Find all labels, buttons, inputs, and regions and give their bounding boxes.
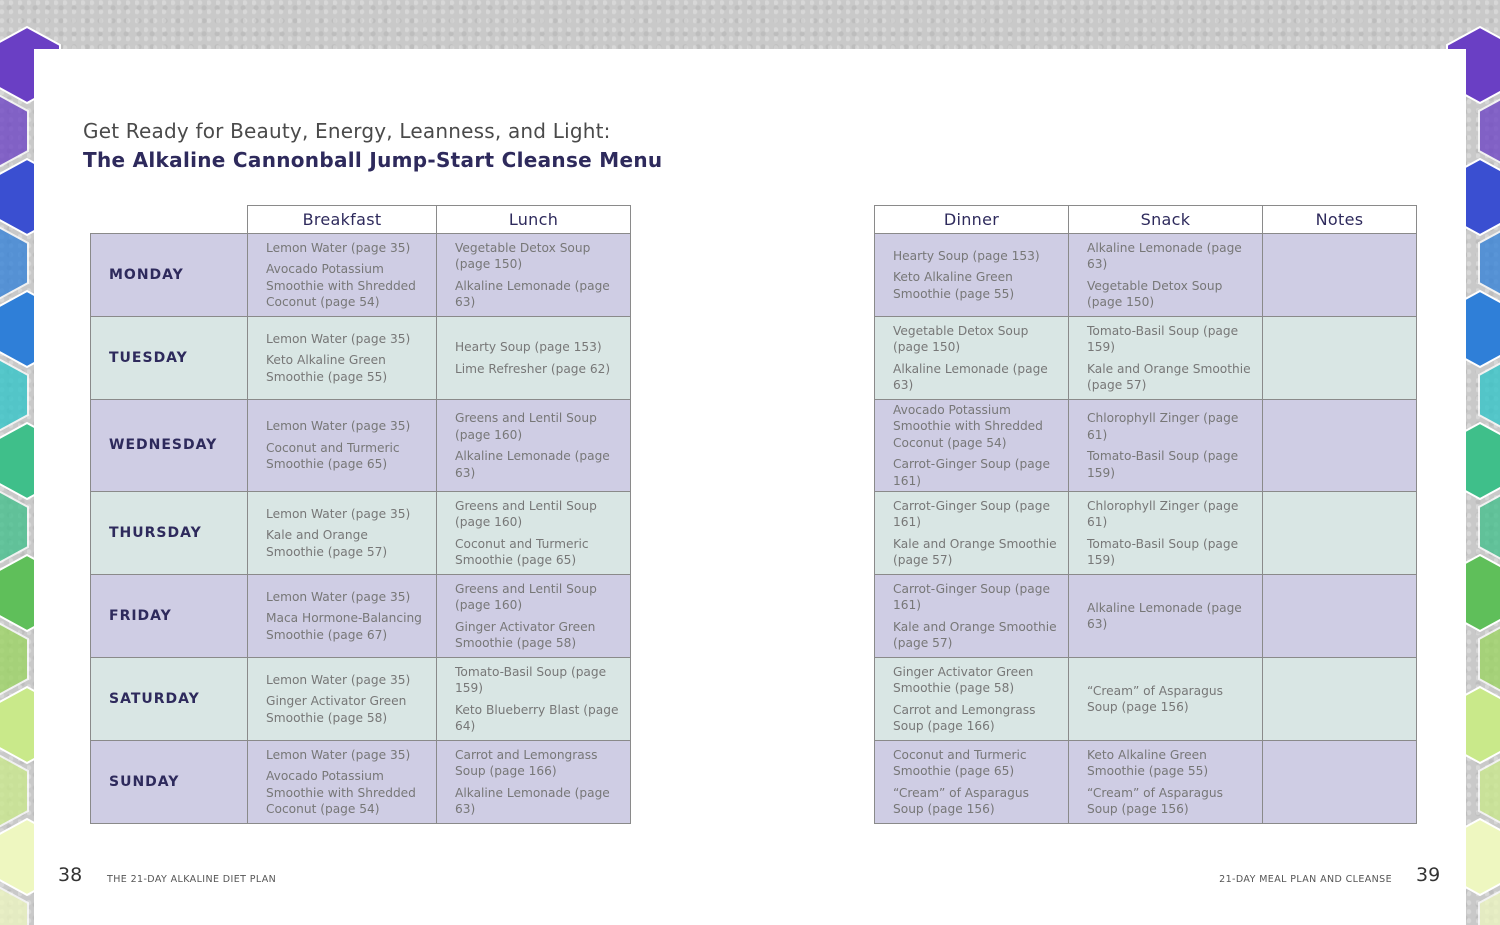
menu-item: Keto Alkaline Green Smoothie (page 55): [893, 270, 1015, 301]
day-label: WEDNESDAY: [91, 400, 248, 492]
menu-item: “Cream” of Asparagus Soup (page 156): [1087, 785, 1223, 816]
menu-item: Avocado Potassium Smoothie with Shredded Coconut (page 54): [266, 769, 416, 816]
menu-item: Carrot and Lemongrass Soup (page 166): [893, 702, 1036, 733]
table-row: [875, 658, 1417, 741]
menu-item: Lime Refresher (page 62): [455, 361, 611, 376]
menu-item: Vegetable Detox Soup (page 150): [455, 240, 591, 271]
menu-table-right: [874, 205, 1417, 824]
notes-cell[interactable]: [1263, 234, 1417, 317]
menu-item: Alkaline Lemonade (page 63): [1087, 240, 1242, 271]
menu-item: Keto Blueberry Blast (page 64): [455, 702, 619, 733]
table-row: [875, 400, 1417, 492]
day-label: SUNDAY: [91, 741, 248, 824]
menu-title: The Alkaline Cannonball Jump-Start Cleanse Menu: [83, 148, 663, 172]
snack-cell: [1069, 492, 1263, 575]
table-row: [875, 317, 1417, 400]
menu-item: Vegetable Detox Soup (page 150): [893, 323, 1029, 354]
lunch-cell: [437, 400, 631, 492]
notes-cell[interactable]: [1263, 400, 1417, 492]
notes-cell[interactable]: [1263, 575, 1417, 658]
menu-item: Lemon Water (page 35): [266, 589, 411, 604]
table-row: [875, 492, 1417, 575]
dinner-cell: [875, 492, 1069, 575]
breakfast-cell: [248, 658, 437, 741]
menu-item: Kale and Orange Smoothie (page 57): [893, 536, 1057, 567]
menu-item: Lemon Water (page 35): [266, 747, 411, 762]
menu-item: Lemon Water (page 35): [266, 506, 411, 521]
table-row: [875, 741, 1417, 824]
menu-item: “Cream” of Asparagus Soup (page 156): [893, 785, 1029, 816]
notes-cell[interactable]: [1263, 741, 1417, 824]
breakfast-cell: [248, 317, 437, 400]
menu-item: Lemon Water (page 35): [266, 672, 411, 687]
header-snack: Snack: [1069, 206, 1263, 234]
day-label: TUESDAY: [91, 317, 248, 400]
menu-item: Coconut and Turmeric Smoothie (page 65): [455, 536, 589, 567]
table-row: [91, 658, 631, 741]
menu-subtitle: Get Ready for Beauty, Energy, Leanness, and Light:: [83, 119, 611, 143]
breakfast-cell: [248, 492, 437, 575]
menu-item: Alkaline Lemonade (page 63): [455, 449, 610, 480]
lunch-cell: [437, 741, 631, 824]
menu-item: Alkaline Lemonade (page 63): [1087, 600, 1242, 631]
menu-item: Tomato-Basil Soup (page 159): [1087, 536, 1239, 567]
menu-item: Lemon Water (page 35): [266, 240, 411, 255]
hexagon-shape: [1477, 883, 1500, 925]
breakfast-cell: [248, 400, 437, 492]
right-running-head: 21-DAY MEAL PLAN AND CLEANSE: [1219, 874, 1392, 885]
left-running-head: THE 21-DAY ALKALINE DIET PLAN: [107, 874, 277, 885]
menu-item: Hearty Soup (page 153): [455, 340, 602, 354]
lunch-cell: [437, 234, 631, 317]
table-row: [91, 400, 631, 492]
menu-item: Keto Alkaline Green Smoothie (page 55): [266, 353, 388, 384]
menu-item: Tomato-Basil Soup (page 159): [1087, 449, 1239, 480]
breakfast-cell: [248, 575, 437, 658]
menu-item: Coconut and Turmeric Smoothie (page 65): [266, 440, 400, 472]
lunch-cell: [437, 317, 631, 400]
menu-item: Coconut and Turmeric Smoothie (page 65): [893, 747, 1027, 778]
dinner-cell: [875, 658, 1069, 741]
menu-item: Lemon Water (page 35): [266, 331, 411, 346]
menu-item: Kale and Orange Smoothie (page 57): [1087, 361, 1251, 392]
menu-item: Lemon Water (page 35): [266, 419, 411, 434]
menu-item: Kale and Orange Smoothie (page 57): [266, 528, 388, 559]
menu-item: Carrot-Ginger Soup (page 161): [893, 581, 1050, 612]
lunch-cell: [437, 492, 631, 575]
menu-item: Carrot-Ginger Soup (page 161): [893, 498, 1050, 529]
menu-item: “Cream” of Asparagus Soup (page 156): [1087, 683, 1223, 714]
day-header-blank: [91, 206, 248, 234]
menu-item: Greens and Lentil Soup (page 160): [455, 411, 597, 442]
day-label: MONDAY: [91, 234, 248, 317]
menu-item: Chlorophyll Zinger (page 61): [1087, 498, 1239, 529]
menu-item: Avocado Potassium Smoothie with Shredded Coconut (page 54): [893, 402, 1043, 450]
table-row: [875, 575, 1417, 658]
snack-cell: [1069, 575, 1263, 658]
menu-item: Alkaline Lemonade (page 63): [455, 785, 610, 816]
menu-item: Ginger Activator Green Smoothie (page 58): [893, 664, 1034, 695]
menu-item: Greens and Lentil Soup (page 160): [455, 498, 597, 529]
breakfast-cell: [248, 234, 437, 317]
notes-cell[interactable]: [1263, 492, 1417, 575]
menu-item: Carrot and Lemongrass Soup (page 166): [455, 747, 598, 778]
snack-cell: [1069, 317, 1263, 400]
day-label: FRIDAY: [91, 575, 248, 658]
snack-cell: [1069, 400, 1263, 492]
hexagon-shape: [0, 883, 30, 925]
dinner-cell: [875, 400, 1069, 492]
header-breakfast: Breakfast: [248, 206, 437, 234]
menu-item: Alkaline Lemonade (page 63): [455, 278, 610, 309]
header-dinner: Dinner: [875, 206, 1069, 234]
dinner-cell: [875, 234, 1069, 317]
menu-table-left: [90, 205, 631, 824]
menu-item: Greens and Lentil Soup (page 160): [455, 581, 597, 612]
menu-item: Carrot-Ginger Soup (page 161): [893, 457, 1050, 488]
menu-item: Ginger Activator Green Smoothie (page 58): [455, 619, 596, 650]
menu-item: Kale and Orange Smoothie (page 57): [893, 619, 1057, 650]
table-row: [91, 575, 631, 658]
menu-item: Vegetable Detox Soup (page 150): [1087, 278, 1223, 309]
dinner-cell: [875, 575, 1069, 658]
table-row: [91, 234, 631, 317]
left-page-number: 38: [58, 864, 83, 886]
menu-item: Alkaline Lemonade (page 63): [893, 361, 1048, 392]
table-row: [91, 741, 631, 824]
menu-item: Avocado Potassium Smoothie with Shredded Coconut (page 54): [266, 262, 416, 309]
notes-cell[interactable]: [1263, 658, 1417, 741]
dinner-cell: [875, 741, 1069, 824]
table-row: [91, 317, 631, 400]
day-label: SATURDAY: [91, 658, 248, 741]
dinner-cell: [875, 317, 1069, 400]
snack-cell: [1069, 741, 1263, 824]
header-notes: Notes: [1263, 206, 1417, 234]
notes-cell[interactable]: [1263, 317, 1417, 400]
menu-item: Tomato-Basil Soup (page 159): [455, 664, 607, 695]
menu-item: Hearty Soup (page 153): [893, 248, 1040, 263]
menu-item: Keto Alkaline Green Smoothie (page 55): [1087, 747, 1209, 778]
header-lunch: Lunch: [437, 206, 631, 234]
breakfast-cell: [248, 741, 437, 824]
lunch-cell: [437, 575, 631, 658]
lunch-cell: [437, 658, 631, 741]
menu-item: Ginger Activator Green Smoothie (page 58): [266, 694, 407, 725]
menu-item: Tomato-Basil Soup (page 159): [1087, 323, 1239, 354]
table-row: [875, 234, 1417, 317]
menu-item: Chlorophyll Zinger (page 61): [1087, 411, 1239, 442]
menu-item: Maca Hormone-Balancing Smoothie (page 67): [266, 611, 422, 642]
day-label: THURSDAY: [91, 492, 248, 575]
snack-cell: [1069, 234, 1263, 317]
snack-cell: [1069, 658, 1263, 741]
right-page-number: 39: [1416, 864, 1441, 886]
table-row: [91, 492, 631, 575]
